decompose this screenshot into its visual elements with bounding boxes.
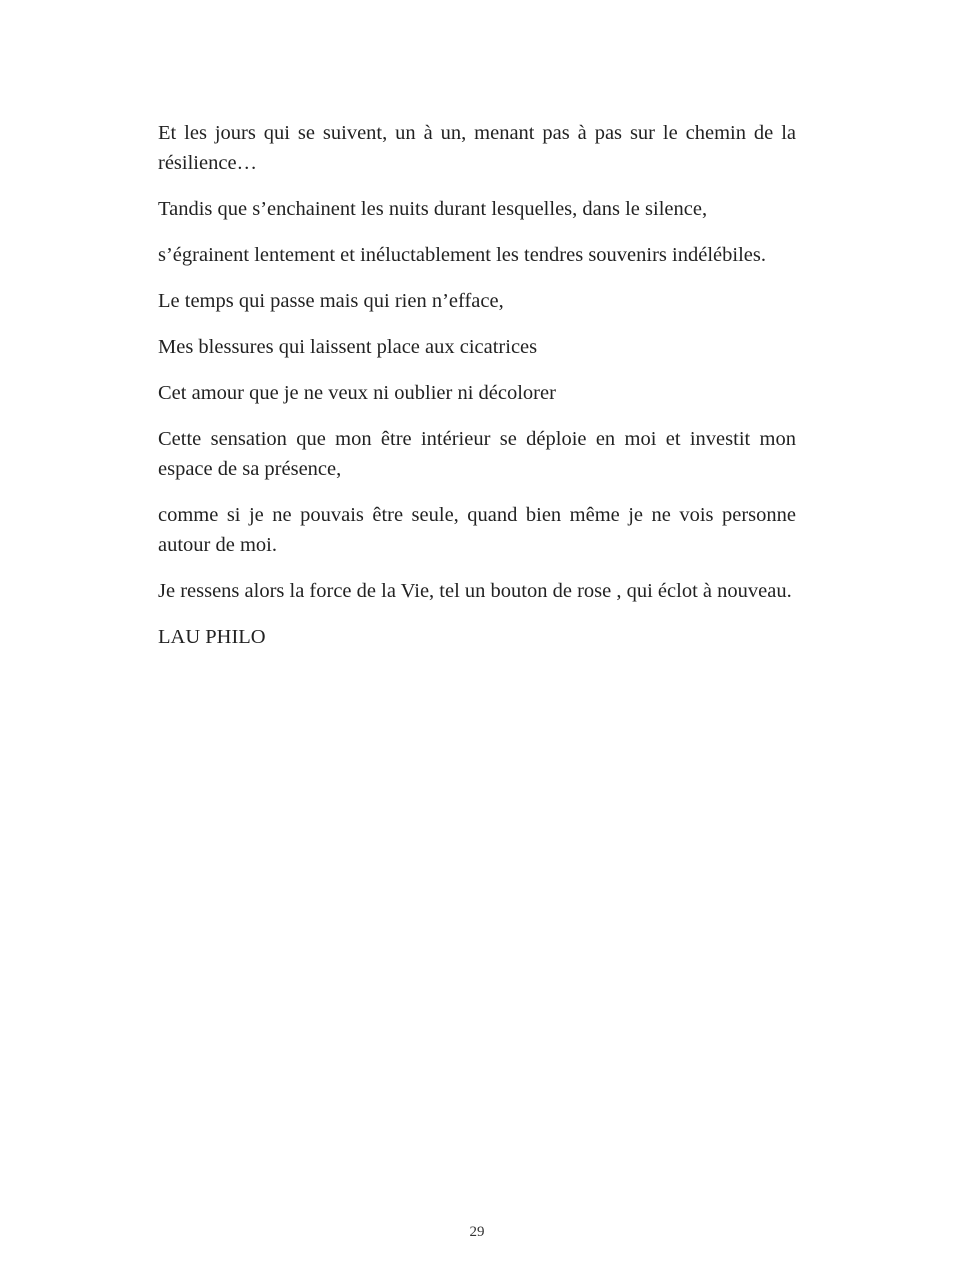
paragraph: comme si je ne pouvais être seule, quand bien même je ne vois personne autour de moi. [158,504,796,556]
paragraph: Tandis que s’enchainent les nuits durant lesquelles, dans le silence, [158,198,708,220]
paragraph: Le temps qui passe mais qui rien n’efface, [158,290,504,312]
paragraph: Je ressens alors la force de la Vie, tel un bouton de rose , qui éclot à nouveau. [158,580,792,602]
paragraph: Mes blessures qui laissent place aux cicatrices [158,336,538,358]
paragraph: s’égrainent lentement et inéluctablement les tendres souvenirs indélébiles. [158,244,766,266]
page-number: 29 [469,1224,485,1240]
author-signature: LAU PHILO [158,626,266,648]
paragraph: Cette sensation que mon être intérieur se déploie en moi et investit mon espace de sa présence, [158,428,796,480]
page-body [158,118,796,652]
paragraph: Cet amour que je ne veux ni oublier ni décolorer [158,382,556,404]
paragraph: Et les jours qui se suivent, un à un, menant pas à pas sur le chemin de la résilience… [158,122,796,174]
